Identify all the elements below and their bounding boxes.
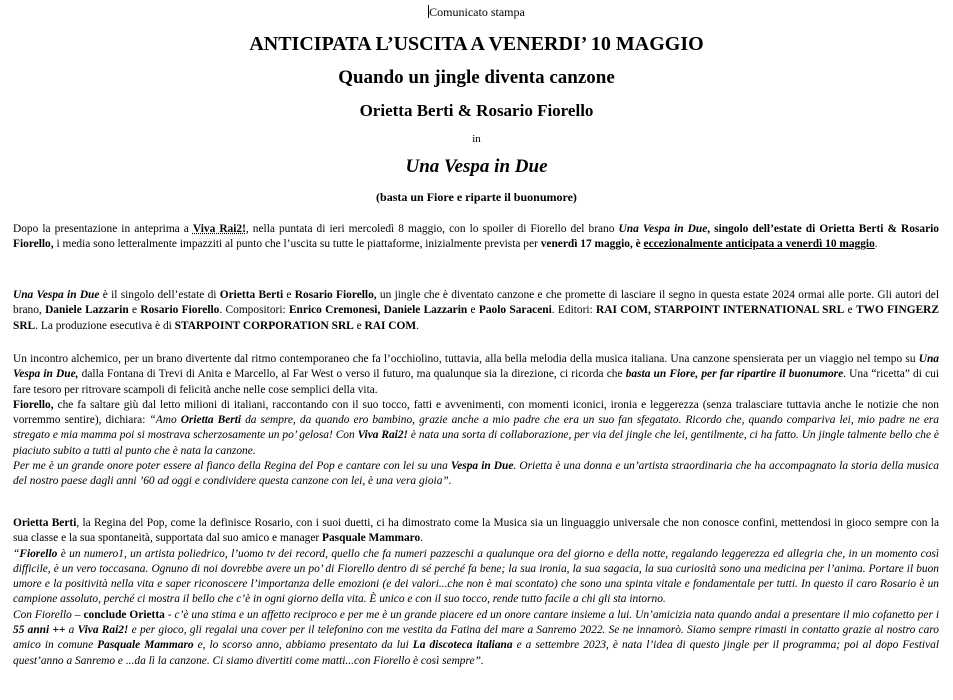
manager-name: Pasquale Mammaro (97, 639, 194, 652)
text: , nella puntata di ieri mercoledì 8 maggio, con lo spoiler di Fiorello del brano (245, 223, 619, 235)
original-date: venerdì 17 maggio, è (540, 238, 641, 251)
manager-name: Pasquale Mammaro (322, 532, 421, 545)
artist-name: Fiorello, (13, 398, 54, 411)
show-name: Viva Rai2! (192, 223, 246, 235)
document-label (0, 5, 953, 20)
quote-text: è un numero1, un artista poliedrico, l’uomo tv dei record, quello che fa numeri pazzeschi a qualunque ora del giorno e della notte, regalando leggerezza ed allegria che, in un momento così difficile, è un vero toccasana. Ognuno di noi dovrebbe avere un po’ di Fiorello dentro di sé perché fa bene; la sua ironia, la sua sagacia, la sua curiosità sono una medicina per l’anima. Portare il buon umore e la positività nella vita e saper riconoscere l’importanza delle emozioni (e dei valori...che non è mai scontato) che sono una spinta vitale e fondamentale per tutti. In questo il caro Rosario è un campione assoluto, perché ci mostra il bello che c’è in ogni giorno della vita. È unico e con il suo tocco, rende tutto facile a chi gli sta intorno. (13, 547, 939, 606)
text: i media sono letteralmente impazziti al punto che l’uscita su tutte le piattaforme, inizialmente prevista per (53, 238, 541, 251)
artist-name: Orietta Berti (180, 414, 242, 427)
song-name: Una Vespa in Due (13, 289, 100, 301)
publisher-names: RAI COM, STARPOINT INTERNATIONAL SRL (596, 304, 845, 317)
quote-text: - c’è una stima e un affetto reciproco e per me è un grande piacere ed un onore cantare insieme a lui. Un’amicizia nata quando andai a presentare il mio cofanetto per i (164, 608, 939, 621)
text: . La produzione esecutiva è di (35, 319, 175, 332)
text: . Editori: (551, 304, 597, 317)
show-name: Viva Rai2! (357, 429, 408, 442)
text: . (416, 319, 419, 332)
main-headline: ANTICIPATA L’USCITA A VENERDI’ 10 MAGGIO (249, 33, 704, 55)
artist-name: Orietta Berti (13, 517, 77, 529)
tagline: (basta un Fiore e riparte il buonumore) (376, 190, 577, 204)
text: e (467, 304, 479, 317)
text: Dopo la presentazione in anteprima a (13, 223, 193, 235)
producer-name: STARPOINT CORPORATION SRL (174, 319, 354, 332)
quote-text: “ (13, 547, 20, 560)
quote-text: e, lo scorso anno, abbiamo presentato da lui (193, 639, 413, 652)
song-motto: basta un Fiore, per far ripartire il buonumore (625, 368, 844, 381)
quote-text: a (65, 624, 78, 637)
artist-name: Rosario Fiorello, (294, 289, 377, 301)
artists-headline: Orietta Berti & Rosario Fiorello (359, 101, 594, 120)
paragraph-fiorello (13, 352, 939, 490)
text: un jingle che è diventato canzone e che promette di lasciare il segno in questa estate 2024 ormai alle porte. Gli autori del brano, (13, 289, 939, 317)
text: . Compositori: (219, 304, 289, 317)
box-set-name: 55 anni ++ (13, 624, 66, 637)
subtitle-headline: Quando un jingle diventa canzone (338, 67, 615, 88)
composer-name: Paolo Saraceni (478, 304, 552, 317)
artist-name: Orietta Berti (219, 289, 284, 301)
song-name: Una Vespa in Due (618, 223, 708, 235)
quote-text: da sempre, da quando ero bambino, grazie anche a mio padre che era un suo fan sfegatato. Ricordo che, quando compariva lei, mio padre ne era stregato e mia mamma poi si mostrava scherzosamente un po’ gelosa! Con (13, 414, 940, 442)
paragraph-orietta (13, 516, 939, 669)
text: e (283, 289, 295, 301)
text: e (128, 304, 141, 317)
show-name: Viva Rai2! (77, 624, 129, 637)
song-name: Una Vespa in Due, (13, 353, 939, 381)
text: è il singolo dell’estate di (99, 289, 220, 301)
text: . Una “ricetta” di cui fare tesoro per ritrovare scampoli di felicità anche nelle cose semplici della vita. (13, 368, 939, 396)
producer-name: RAI COM (364, 319, 417, 332)
text: Un incontro alchemico, per un brano divertente dal ritmo contemporaneo che fa l’occhiolino, tuttavia, alla bella melodia della musica italiana. Una canzone spensierata per un viaggio nel tempo su (13, 353, 919, 365)
text: e (844, 304, 856, 317)
song-title: Una Vespa in Due (405, 156, 548, 177)
in-connector: in (472, 133, 481, 145)
quote-text: Con Fiorello – (13, 608, 84, 621)
quote-text: e per gioco, gli regalai una cover per il telefonino con me vestita da Fatina del mare a Sanremo 2022. Se ne innamorò. Siamo sempre rimasti in contatto grazie al nostro caro amico in comune (13, 624, 939, 652)
quote-text: è nata una sorta di collaborazione, per via del jingle che lei, gentilmente, ci ha fatto. Un jingle talmente bello che è piaciuto subito a tutti al punto che è nata la canzone. (13, 429, 939, 457)
song-name: Vespa in Due (450, 460, 514, 473)
label-text: Comunicato stampa (429, 5, 525, 19)
quote-text: Per me è un grande onore poter essere al fianco della Regina del Pop e cantare con lei su una (13, 460, 451, 473)
program-name: La discoteca italiana (412, 639, 513, 652)
text: . (874, 238, 878, 251)
text: . (420, 532, 424, 545)
quote-text: “Amo (149, 414, 181, 427)
publisher-name: TWO FINGERZ SRL (13, 304, 939, 332)
paragraph-credits (13, 288, 939, 334)
new-release-date: eccezionalmente anticipata a venerdì 10 maggio (643, 238, 875, 251)
author-name: Daniele Lazzarin (45, 304, 129, 317)
quote-text: e a settembre 2023, è nata l’idea di questo jingle per il programma; poi al dopo Festival quest’anno a Sanremo e ...da lì la canzone. Ci siamo divertiti come matti...con Fiorello è così sempre”. (13, 639, 940, 667)
paragraph-announcement (13, 222, 939, 253)
text: , la Regina del Pop, come la definisce Rosario, con i suoi duetti, ci ha dimostrato come la Musica sia un linguaggio universale che non conosce confini, mettendosi in gioco sempre con la sua classe e la sua spontaneità, supportata dal suo amico e manager (13, 517, 940, 545)
speaker-attribution: conclude Orietta (83, 608, 165, 621)
text: che fa saltare giù dal letto milioni di italiani, raccontando con il suo tocco, fatti e avvenimenti, con momenti iconici, ironia e leggerezza (senza tralasciare tuttavia anche le notizie che non vorremmo sentire), dichiara: (13, 398, 939, 427)
text: e (353, 319, 365, 332)
bold-text: , singolo dell’estate di Orietta Berti & Rosario Fiorello, (13, 223, 939, 251)
quote-text: . Orietta è una donna e un’artista straordinaria che ha accompagnato la storia della musica del nostro paese dagli anni ’60 ad oggi e condividere questa canzone con lei, è una vera gioia”. (13, 460, 939, 488)
artist-name: Fiorello (19, 547, 58, 560)
composer-names: Enrico Cremonesi, Daniele Lazzarin (288, 304, 468, 317)
author-name: Rosario Fiorello (140, 304, 220, 317)
text: dalla Fontana di Trevi di Anita e Marcello, al Far West o verso il futuro, ma qualunque sia la direzione, ci ricorda che (78, 368, 626, 381)
